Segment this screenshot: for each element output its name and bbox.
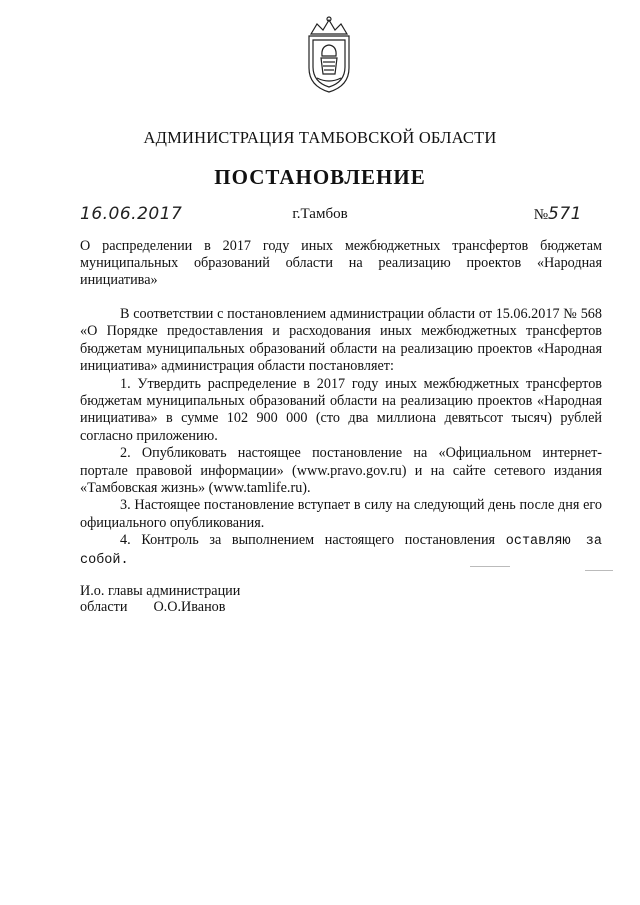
scan-smudge <box>585 570 613 571</box>
signatory-title: И.о. главы администрации <box>80 583 241 599</box>
item-3: 3. Настоящее постановление вступает в силу на следующий день после дня его официального опубликования. <box>80 497 602 531</box>
number-value: 571 <box>548 204 582 224</box>
signatory-row <box>80 599 240 615</box>
scan-smudge <box>470 566 510 567</box>
coat-of-arms-icon <box>297 12 361 96</box>
document-number <box>534 204 582 224</box>
signatory-title-cont: области <box>80 599 128 615</box>
item-4-typed: оставляю за собой. <box>80 534 602 568</box>
agency-name: АДМИНИСТРАЦИЯ ТАМБОВСКОЙ ОБЛАСТИ <box>143 128 497 147</box>
item-2: 2. Опубликовать настоящее постановление на «Официальном интернет-портале правовой информации» (www.pravo.gov.ru) и на сайте сетевого издания «Тамбовская жизнь» (www.tamlife.ru). <box>80 445 602 497</box>
signature-block <box>80 583 240 615</box>
document-type: ПОСТАНОВЛЕНИЕ <box>214 165 426 189</box>
document-city: г.Тамбов <box>292 206 348 222</box>
document-body <box>80 306 602 569</box>
document-date: 16.06.2017 <box>80 204 183 224</box>
document-subject: О распределении в 2017 году иных межбюджетных трансфертов бюджетам муниципальных образований области на реализацию проектов «Народная инициатива» <box>80 238 602 288</box>
signatory-name: О.О.Иванов <box>153 599 226 615</box>
preamble: В соответствии с постановлением администрации области от 15.06.2017 № 568 «О Порядке предоставления и расходования иных межбюджетных трансфертов бюджетам муниципальных образований области на реализацию проектов «Народная инициатива» администрация области постановляет: <box>80 306 602 375</box>
item-1: 1. Утвердить распределение в 2017 году иных межбюджетных трансфертов бюджетам муниципальных образований области на реализацию проектов «Народная инициатива» в сумме 102 900 000 (сто два миллиона девятьсот тысяч) рублей согласно приложению. <box>80 375 602 444</box>
item-4-text: 4. Контроль за выполнением настоящего постановления <box>120 532 506 549</box>
item-4 <box>80 532 602 569</box>
number-sign: № <box>533 207 549 223</box>
